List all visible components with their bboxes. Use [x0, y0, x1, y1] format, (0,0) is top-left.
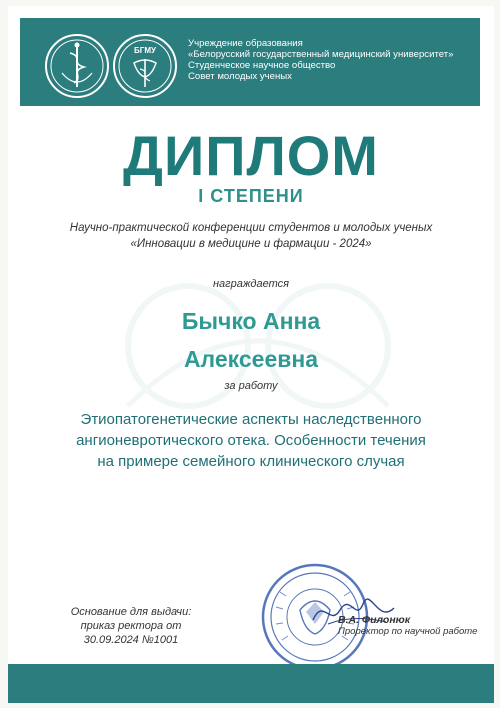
issue-basis	[46, 605, 216, 647]
conference-line: Научно-практической конференции студентов и молодых ученых	[69, 222, 433, 234]
diploma-degree: I СТЕПЕНИ	[198, 186, 304, 206]
organization-block	[188, 38, 488, 82]
conference-line: «Инновации в медицине и фармации - 2024»	[130, 238, 372, 250]
footer-band	[8, 664, 494, 703]
diploma-sheet	[8, 6, 494, 703]
signer-role: Проректор по научной работе	[338, 626, 478, 637]
header-band	[20, 18, 480, 106]
svg-text:БГМУ: БГМУ	[134, 46, 156, 55]
recipient-name-line: Бычко Анна	[181, 308, 321, 334]
issue-basis-line: Основание для выдачи:	[70, 606, 192, 618]
recipient-name-line: Алексеевна	[183, 346, 319, 372]
work-title-line: на примере семейного клинического случая	[97, 453, 405, 470]
work-title-line: ангионевротического отека. Особенности течения	[76, 432, 426, 449]
org-line: «Белорусский государственный медицинский университет»	[188, 49, 454, 60]
work-title-line: Этиопатогенетические аспекты наследственного	[80, 411, 422, 428]
for-work-label: за работу	[224, 380, 278, 392]
work-title	[8, 409, 494, 472]
awarded-label: награждается	[212, 278, 289, 290]
issue-basis-line: приказ ректора от	[80, 620, 182, 632]
signer-block	[338, 614, 488, 638]
conference-text	[8, 220, 494, 252]
recipient-name	[8, 302, 494, 378]
diploma-title: ДИПЛОМ	[123, 124, 379, 187]
bgmu-emblem-icon	[112, 33, 178, 99]
issue-basis-line: 30.09.2024 №1001	[83, 634, 179, 646]
signer-name: В.А. Филонюк	[338, 614, 411, 626]
org-line: Студенческое научное общество	[188, 60, 336, 71]
caduceus-emblem-icon	[44, 33, 110, 99]
org-line: Учреждение образования	[188, 38, 303, 49]
org-line: Совет молодых ученых	[188, 71, 292, 82]
